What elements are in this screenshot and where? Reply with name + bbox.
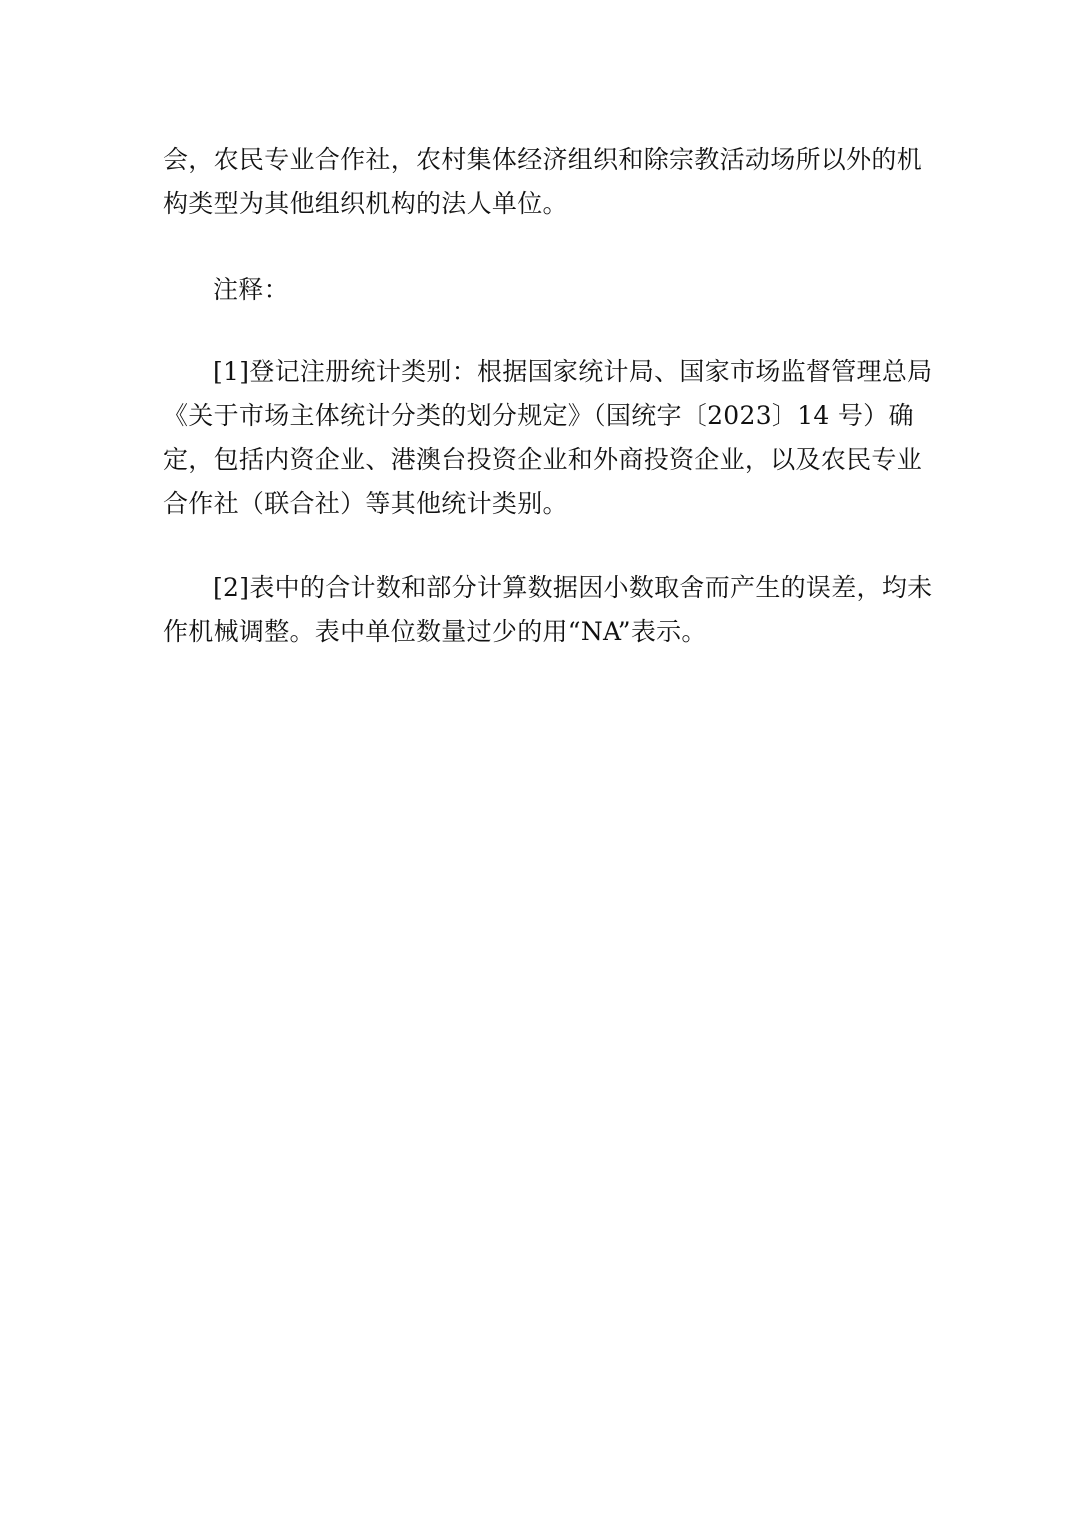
note-2-line-1: [2]表中的合计数和部分计算数据因小数取舍而产生的误差，均未 xyxy=(213,573,933,602)
intro-line-1: 会，农民专业合作社，农村集体经济组织和除宗教活动场所以外的机 xyxy=(163,145,923,174)
note-1-line-1: [1]登记注册统计类别：根据国家统计局、国家市场监督管理总局 xyxy=(213,357,933,386)
note-2-line-2: 作机械调整。表中单位数量过少的用“NA”表示。 xyxy=(163,617,707,646)
intro-paragraph xyxy=(163,138,923,226)
note-1-line-3: 定，包括内资企业、港澳台投资企业和外商投资企业，以及农民专业 xyxy=(163,445,923,474)
document-body xyxy=(163,138,933,654)
note-1-line-4: 合作社（联合社）等其他统计类别。 xyxy=(163,489,568,518)
notes-heading: 注释： xyxy=(213,275,289,304)
note-2-paragraph xyxy=(163,566,933,654)
intro-line-2: 构类型为其他组织机构的法人单位。 xyxy=(163,189,568,218)
note-1-line-2: 《关于市场主体统计分类的划分规定》（国统字〔2023〕14 号）确 xyxy=(163,401,914,430)
note-1-paragraph xyxy=(163,350,933,526)
